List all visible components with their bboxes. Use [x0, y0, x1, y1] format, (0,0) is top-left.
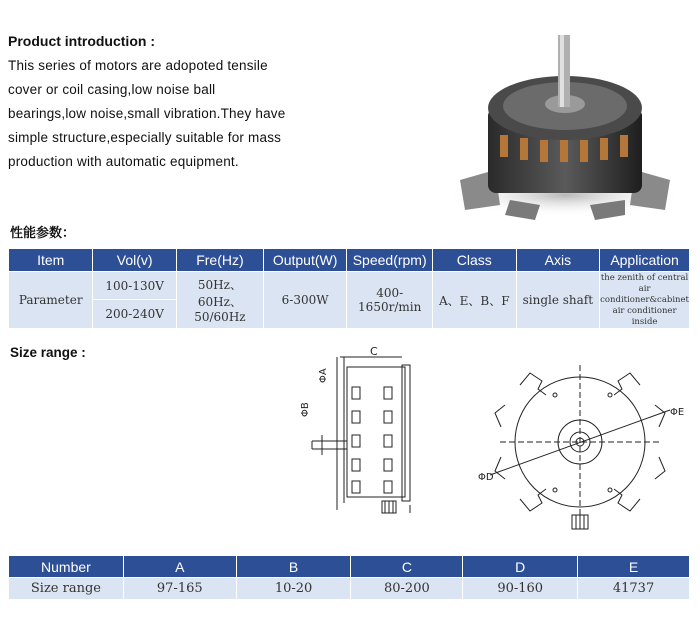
motor-photo	[440, 30, 690, 220]
size-value-d: 90-160	[463, 578, 578, 600]
parameter-label: Parameter	[9, 272, 93, 329]
motor-front-view-drawing	[460, 345, 690, 540]
output-value: 6-300W	[263, 272, 346, 329]
size-value-a: 97-165	[123, 578, 236, 600]
voltage-range-2: 200-240V	[93, 300, 177, 329]
size-value-b: 10-20	[236, 578, 351, 600]
header-item: Item	[9, 249, 93, 272]
class-value: A、E、B、F	[433, 272, 517, 329]
header-e: E	[578, 556, 690, 578]
header-frequency: Fre(Hz)	[176, 249, 263, 272]
header-c: C	[351, 556, 463, 578]
dimension-label-d: ΦD	[478, 472, 494, 483]
size-value-e: 41737	[578, 578, 690, 600]
header-number: Number	[9, 556, 124, 578]
application-value: the zenith of central air conditioner&cabinet air conditioner inside	[600, 272, 689, 327]
voltage-range-1: 100-130V	[93, 272, 177, 300]
frequency-value: 50Hz、60Hz、50/60Hz	[176, 272, 263, 329]
performance-row-1	[9, 272, 690, 300]
intro-title: Product introduction :	[8, 33, 155, 49]
size-value-row	[9, 578, 690, 600]
header-application: Application	[600, 249, 690, 272]
dimension-label-e: ΦE	[670, 407, 685, 418]
intro-text: This series of motors are adopoted tensile cover or coil casing,low noise ball bearings,low noise,small vibration.They have simple structure,especially suitable for mass production with automatic equipment.	[8, 58, 286, 169]
dimension-label-b: ΦB	[300, 402, 311, 417]
size-range-title: Size range :	[10, 345, 86, 360]
motor-side-view-drawing	[282, 345, 452, 530]
header-a: A	[123, 556, 236, 578]
axis-value: single shaft	[516, 272, 600, 329]
header-voltage: Vol(v)	[93, 249, 177, 272]
header-b: B	[236, 556, 351, 578]
dimension-label-a: ΦA	[318, 368, 329, 383]
performance-title: 性能参数：	[10, 226, 76, 241]
header-output: Output(W)	[263, 249, 346, 272]
header-speed: Speed(rpm)	[347, 249, 433, 272]
dimension-label-c: C	[370, 345, 378, 358]
size-range-table	[8, 555, 690, 600]
header-class: Class	[433, 249, 517, 272]
size-header-row	[9, 556, 690, 578]
header-axis: Axis	[516, 249, 600, 272]
size-range-label: Size range	[9, 578, 124, 600]
speed-value: 400-1650r/min	[347, 272, 433, 329]
performance-header-row	[9, 249, 690, 272]
performance-table	[8, 248, 690, 329]
size-value-c: 80-200	[351, 578, 463, 600]
header-d: D	[463, 556, 578, 578]
